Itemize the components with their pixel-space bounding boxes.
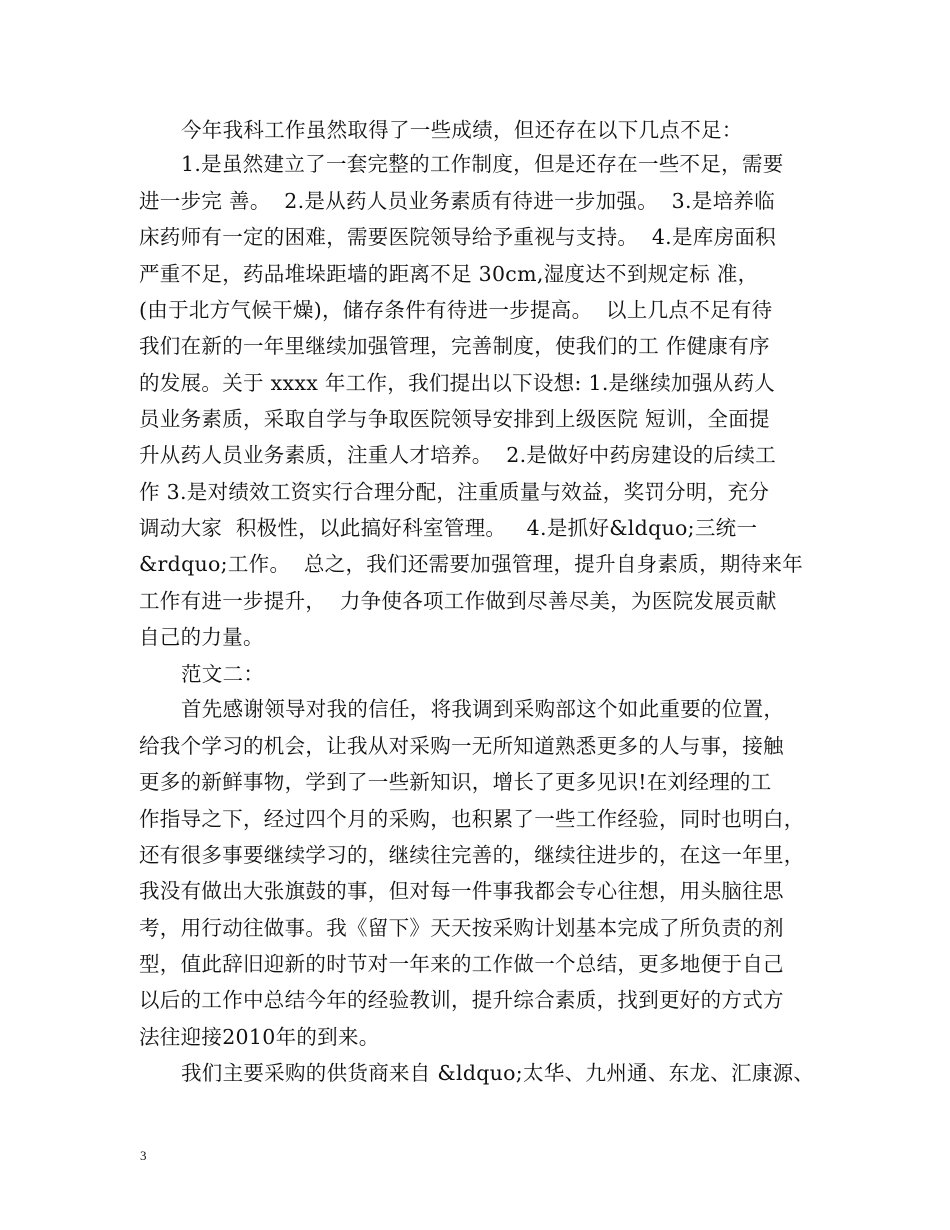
text-line: 工作有进一步提升， 力争使各项工作做到尽善尽美，为医院发展贡献 xyxy=(139,589,777,613)
text-line: 以后的工作中总结今年的经验教训，提升综合素质，找到更好的方式方 xyxy=(139,988,784,1012)
text-line: &rdquo;工作。 总之，我们还需要加强管理，提升自身素质，期待来年 xyxy=(139,552,804,576)
text-line: 严重不足，药品堆垛距墙的距离不足 30cm,湿度达不到规定标 准， xyxy=(139,262,759,286)
text-line: 还有很多事要继续学习的，继续往完善的，继续往进步的，在这一年里， xyxy=(139,843,805,867)
text-line: 1.是虽然建立了一套完整的工作制度，但是还存在一些不足，需要 xyxy=(181,152,784,176)
text-line: (由于北方气候干燥)，储存条件有待进一步提高。 以上几点不足有待 xyxy=(139,298,773,322)
text-line: 床药师有一定的困难，需要医院领导给予重视与支持。 4.是库房面积 xyxy=(139,225,776,249)
text-line: 我们主要采购的供货商来自 &ldquo;太华、九州通、东龙、汇康源、 xyxy=(181,1061,815,1085)
text-line: 更多的新鲜事物，学到了一些新知识，增长了更多见识!在刘经理的工 xyxy=(139,770,772,794)
text-line: 法往迎接2010年的到来。 xyxy=(139,1025,380,1049)
text-line: 的发展。关于 xxxx 年工作，我们提出以下设想: 1.是继续加强从药人 xyxy=(139,371,776,395)
text-line: 自己的力量。 xyxy=(139,625,264,649)
text-line: 首先感谢领导对我的信任，将我调到采购部这个如此重要的位置， xyxy=(181,697,785,721)
text-line: 作 3.是对绩效工资实行合理分配，注重质量与效益，奖罚分明，充分 xyxy=(139,480,770,504)
text-line: 调动大家 积极性，以此搞好科室管理。 4.是抓好&ldquo;三统一 xyxy=(139,516,758,540)
text-line: 我没有做出大张旗鼓的事，但对每一件事我都会专心往想，用头脑往思 xyxy=(139,879,784,903)
text-line: 今年我科工作虽然取得了一些成绩，但还存在以下几点不足： xyxy=(181,118,743,142)
text-line: 型，值此辞旧迎新的时节对一年来的工作做一个总结，更多地便于自己 xyxy=(139,952,784,976)
text-line: 作指导之下，经过四个月的采购，也积累了一些工作经验，同时也明白， xyxy=(139,807,805,831)
section-heading: 范文二： xyxy=(181,662,265,686)
text-line: 进一步完 善。 2.是从药人员业务素质有待进一步加强。 3.是培养临 xyxy=(139,189,775,213)
text-line: 我们在新的一年里继续加强管理，完善制度，使我们的工 作健康有序 xyxy=(139,334,770,358)
text-line: 考，用行动往做事。我《留下》天天按采购计划基本完成了所负责的剂 xyxy=(139,916,784,940)
text-line: 给我个学习的机会，让我从对采购一无所知道熟悉更多的人与事，接触 xyxy=(139,734,784,758)
page-number: 3 xyxy=(140,1148,147,1163)
text-line: 升从药人员业务素质，注重人才培养。 2.是做好中药房建设的后续工 xyxy=(139,443,776,467)
text-line: 员业务素质，采取自学与争取医院领导安排到上级医院 短训，全面提 xyxy=(139,407,770,431)
